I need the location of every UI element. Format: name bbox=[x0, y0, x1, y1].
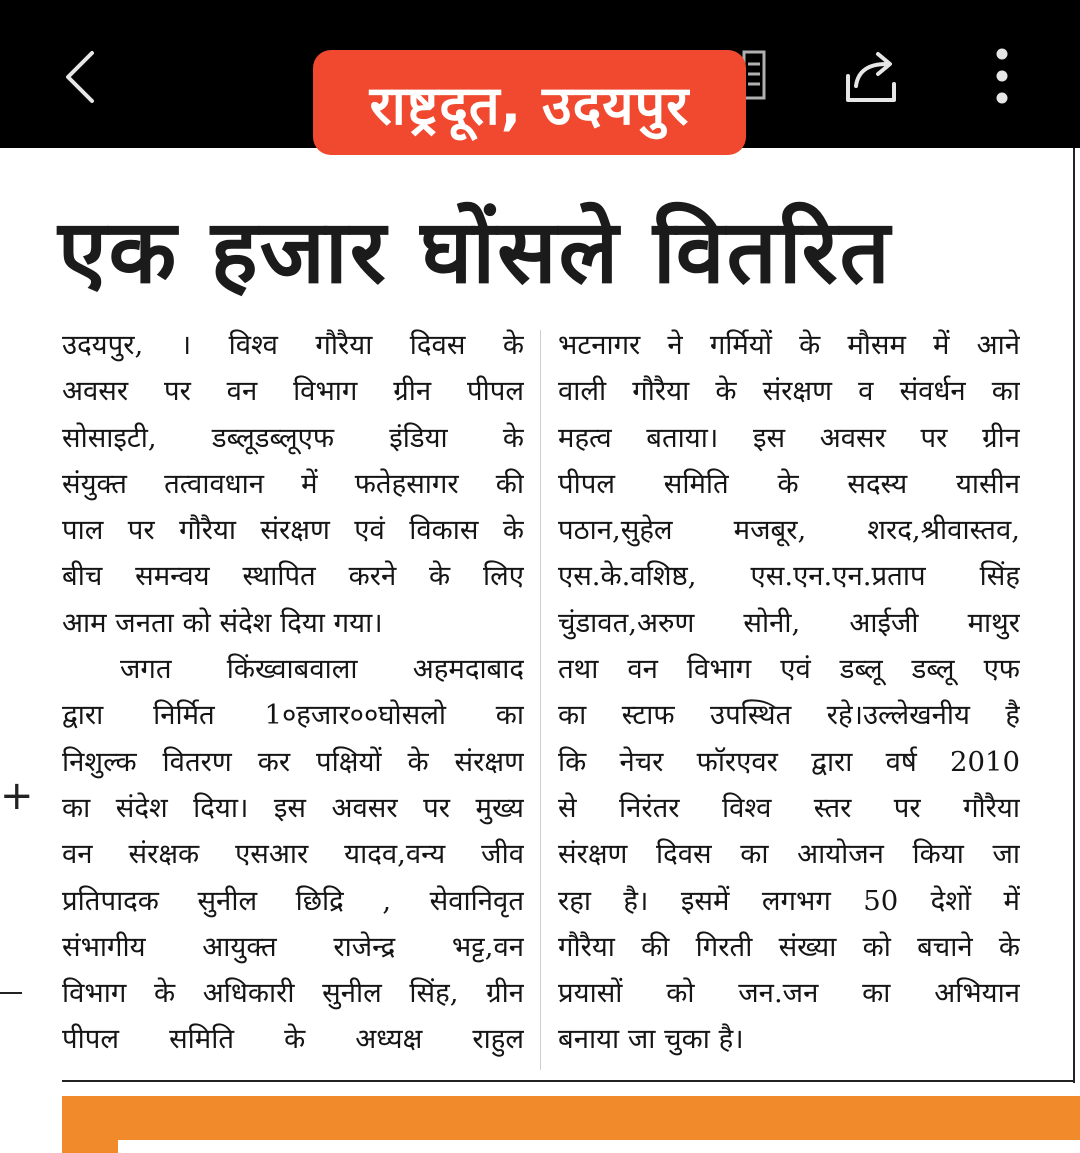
newspaper-source-badge: राष्ट्रदूत, उदयपुर bbox=[313, 50, 746, 155]
share-icon[interactable] bbox=[838, 44, 904, 110]
article-line: का संदेश दिया। इस अवसर पर मुख्य bbox=[62, 791, 524, 824]
article-line: पाल पर गौरैया संरक्षण एवं विकास के bbox=[62, 514, 524, 547]
article-line: उदयपुर, । विश्व गौरैया दिवस के bbox=[62, 329, 524, 361]
article-line: चुंडावत,अरुण सोनी, आईजी माथुर bbox=[558, 606, 1020, 639]
article-line: संरक्षण दिवस का आयोजन किया जा bbox=[558, 838, 1020, 871]
article-line: एस.के.वशिष्ठ, एस.एन.एन.प्रताप सिंह bbox=[558, 560, 1020, 593]
article-line: निशुल्क वितरण कर पक्षियों के संरक्षण bbox=[62, 745, 524, 778]
article-line: महत्व बताया। इस अवसर पर ग्रीन bbox=[558, 421, 1020, 454]
article-line: प्रयासों को जन.जन का अभियान bbox=[558, 977, 1020, 1010]
more-icon[interactable] bbox=[978, 40, 1026, 112]
article-line: बनाया जा चुका है। bbox=[558, 1023, 744, 1056]
article-line: वन संरक्षक एसआर यादव,वन्य जीव bbox=[62, 838, 524, 871]
article-line: संयुक्त तत्वावधान में फतेहसागर की bbox=[62, 467, 524, 500]
back-icon[interactable] bbox=[56, 42, 104, 112]
article-line: गौरैया की गिरती संख्या को बचाने के bbox=[558, 930, 1020, 963]
article-line: प्रतिपादक सुनील छिद्रि , सेवानिवृत bbox=[62, 884, 524, 917]
article-line: का स्टाफ उपस्थित रहे।उल्लेखनीय है bbox=[558, 699, 1020, 732]
article-line: आम जनता को संदेश दिया गया। bbox=[62, 606, 383, 639]
article-line: वाली गौरैया के संरक्षण व संवर्धन का bbox=[558, 375, 1020, 408]
article-line: पीपल समिति के सदस्य यासीन bbox=[558, 467, 1020, 500]
article-line: से निरंतर विश्व स्तर पर गौरैया bbox=[558, 791, 1020, 824]
article-line: जगत किंख्वाबवाला अहमदाबाद bbox=[120, 653, 524, 686]
crop-mark-icon: + bbox=[0, 773, 34, 819]
article-line: बीच समन्वय स्थापित करने के लिए bbox=[62, 560, 524, 593]
article-line: रहा है। इसमें लगभग 50 देशों में bbox=[558, 884, 1020, 917]
next-article-box bbox=[118, 1140, 1080, 1153]
article-left-column bbox=[62, 322, 524, 1063]
article-line: सोसाइटी, डब्लूडब्लूएफ इंडिया के bbox=[62, 421, 524, 454]
article-line: पठान,सुहेल मजबूर, शरद,श्रीवास्तव, bbox=[558, 514, 1020, 547]
article-line: द्वारा निर्मित 1०हजार००घोसलो का bbox=[62, 699, 524, 732]
crop-mark-dash bbox=[0, 992, 22, 994]
column-divider bbox=[540, 330, 541, 1070]
article-line: भटनागर ने गर्मियों के मौसम में आने bbox=[558, 329, 1020, 361]
article-line: विभाग के अधिकारी सुनील सिंह, ग्रीन bbox=[62, 977, 524, 1010]
article-line: संभागीय आयुक्त राजेन्द्र भट्ट,वन bbox=[62, 930, 524, 963]
article-right-column bbox=[558, 322, 1020, 1063]
article-line: अवसर पर वन विभाग ग्रीन पीपल bbox=[62, 375, 524, 408]
article-line: पीपल समिति के अध्यक्ष राहुल bbox=[62, 1023, 524, 1056]
column-rule bbox=[1073, 148, 1075, 1083]
article-bottom-rule bbox=[62, 1080, 1075, 1082]
article-line: कि नेचर फॉरएवर द्वारा वर्ष 2010 bbox=[558, 745, 1020, 778]
article-line: तथा वन विभाग एवं डब्लू डब्लू एफ bbox=[558, 653, 1020, 686]
article-headline: एक हजार घोंसले वितरित bbox=[58, 200, 892, 303]
